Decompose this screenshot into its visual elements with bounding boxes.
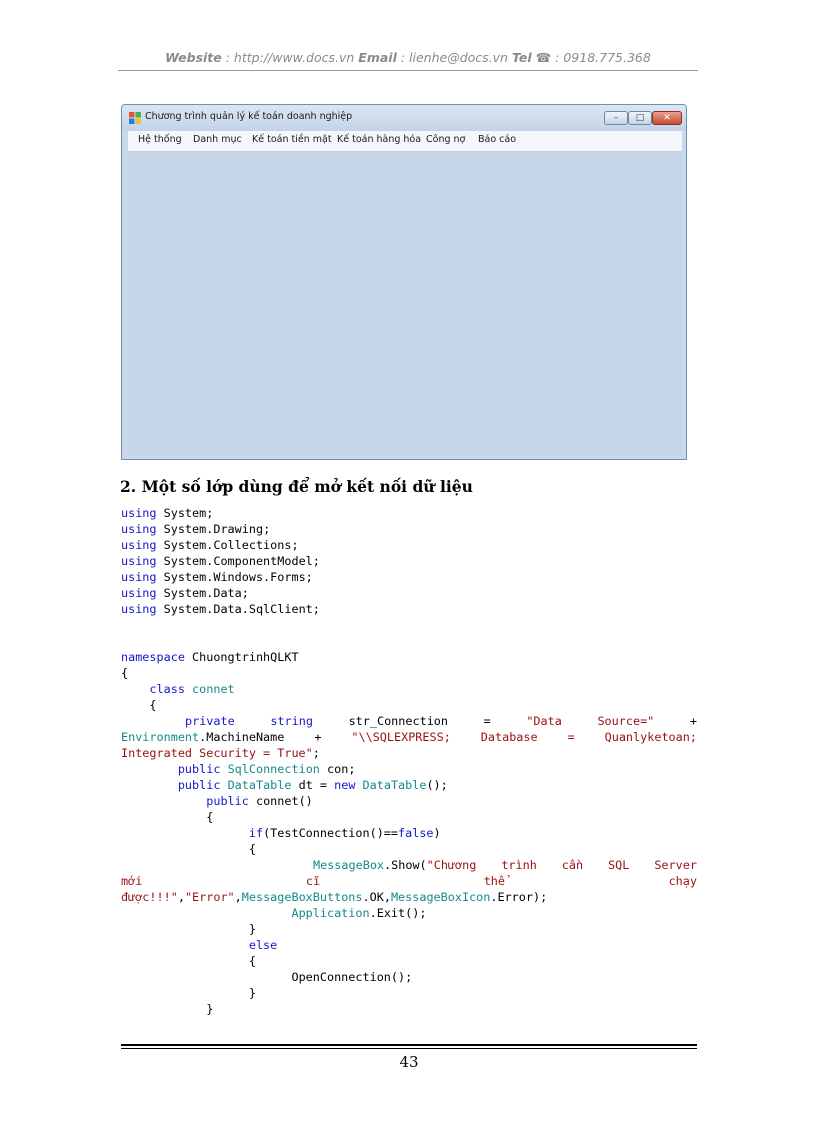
code-line bbox=[121, 841, 697, 857]
code-token: ; bbox=[263, 522, 271, 536]
code-token: "Chương bbox=[426, 858, 477, 872]
code-token: Integrated Security = True" bbox=[121, 746, 313, 760]
code-line bbox=[121, 697, 697, 713]
code-line bbox=[121, 889, 697, 905]
code-line bbox=[121, 761, 697, 777]
code-token: ; bbox=[206, 506, 214, 520]
code-line bbox=[121, 729, 697, 745]
code-token: SQL bbox=[608, 858, 630, 872]
code-token: } bbox=[206, 1002, 214, 1016]
code-token: Server bbox=[654, 858, 697, 872]
code-line bbox=[121, 953, 697, 969]
code-token: if bbox=[248, 826, 264, 840]
code-token: using bbox=[121, 522, 157, 536]
code-token: { bbox=[206, 810, 214, 824]
code-line bbox=[121, 569, 697, 585]
code-line bbox=[121, 809, 697, 825]
code-line bbox=[121, 777, 697, 793]
code-token: MessageBox bbox=[313, 858, 385, 872]
code-token: System.Collections bbox=[163, 538, 292, 552]
code-token: { bbox=[149, 698, 157, 712]
window-title: Chương trình quản lý kế toán doanh nghiệp bbox=[145, 111, 353, 122]
code-token: class bbox=[149, 682, 185, 696]
code-token: = bbox=[567, 730, 575, 744]
code-token: System.Drawing bbox=[163, 522, 264, 536]
code-token: trình bbox=[501, 858, 537, 872]
code-line bbox=[121, 937, 697, 953]
code-token: (); bbox=[426, 778, 448, 792]
close-button[interactable] bbox=[652, 111, 682, 125]
code-line bbox=[121, 905, 697, 921]
website-label: Website bbox=[165, 50, 222, 65]
code-line bbox=[121, 985, 697, 1001]
code-token: MessageBoxButtons bbox=[241, 890, 363, 904]
code-token: , bbox=[177, 890, 185, 904]
code-token: MessageBoxIcon bbox=[390, 890, 491, 904]
code-line bbox=[121, 601, 697, 617]
code-token: con; bbox=[319, 762, 356, 776]
code-line bbox=[121, 921, 697, 937]
code-token: System.ComponentModel bbox=[163, 554, 313, 568]
tel-label: Tel bbox=[511, 50, 532, 65]
code-token: "Data bbox=[526, 714, 562, 728]
footer-divider-thin bbox=[121, 1048, 697, 1049]
code-token: public bbox=[206, 794, 249, 808]
code-token: using bbox=[121, 506, 157, 520]
code-token: cĩ bbox=[305, 874, 321, 888]
code-line bbox=[121, 505, 697, 521]
code-token: .Error); bbox=[490, 890, 548, 904]
code-token: str_Connection bbox=[348, 714, 448, 728]
code-line bbox=[121, 825, 697, 841]
code-token: private bbox=[185, 714, 235, 728]
code-token: connet() bbox=[248, 794, 313, 808]
code-token: { bbox=[248, 842, 256, 856]
code-token: OpenConnection(); bbox=[291, 970, 413, 984]
code-token: + bbox=[689, 714, 697, 728]
code-token: cần bbox=[561, 858, 584, 872]
code-token: System.Data bbox=[163, 586, 242, 600]
menu-bao-cao[interactable]: Báo cáo bbox=[478, 134, 517, 145]
code-token: .MachineName bbox=[199, 730, 285, 744]
code-token: { bbox=[248, 954, 256, 968]
code-token: "\\SQLEXPRESS; bbox=[351, 730, 451, 744]
app-window-screenshot bbox=[121, 104, 687, 460]
code-token: } bbox=[248, 986, 256, 1000]
code-line bbox=[121, 585, 697, 601]
close-icon: ✕ bbox=[663, 112, 671, 123]
menu-ke-toan-tien-mat[interactable]: Kế toán tiền mặt bbox=[252, 134, 332, 145]
code-token: Quanlyketoan; bbox=[604, 730, 697, 744]
window-titlebar bbox=[122, 105, 686, 131]
menu-danh-muc[interactable]: Danh mục bbox=[193, 134, 242, 145]
maximize-icon: □ bbox=[635, 112, 645, 123]
code-line bbox=[121, 1001, 697, 1017]
code-token: thể bbox=[483, 874, 505, 888]
email-label: Email bbox=[358, 50, 397, 65]
code-line bbox=[121, 969, 697, 985]
code-token: { bbox=[121, 666, 129, 680]
code-token: .OK, bbox=[362, 890, 391, 904]
code-token bbox=[121, 729, 284, 745]
code-token: ; bbox=[312, 602, 320, 616]
code-token: được!!!" bbox=[121, 890, 178, 904]
page-number: 43 bbox=[399, 1053, 419, 1071]
page-header bbox=[118, 50, 698, 65]
code-token: ) bbox=[433, 826, 441, 840]
code-token: false bbox=[398, 826, 434, 840]
code-token: using bbox=[121, 554, 157, 568]
code-line bbox=[121, 873, 697, 889]
menu-cong-no[interactable]: Công nợ bbox=[426, 134, 466, 145]
code-token: .Show( bbox=[384, 858, 427, 872]
code-token: = bbox=[483, 714, 491, 728]
minimize-button[interactable] bbox=[604, 111, 628, 125]
code-token: using bbox=[121, 570, 157, 584]
code-token: System.Data.SqlClient bbox=[163, 602, 313, 616]
code-token: + bbox=[314, 730, 322, 744]
code-token: , bbox=[234, 890, 242, 904]
code-line bbox=[121, 745, 697, 761]
footer-divider bbox=[121, 1044, 697, 1046]
code-token: SqlConnection bbox=[227, 762, 320, 776]
code-token: ; bbox=[305, 570, 313, 584]
code-line bbox=[121, 649, 697, 665]
code-line bbox=[121, 521, 697, 537]
code-token: ; bbox=[312, 746, 320, 760]
maximize-button[interactable] bbox=[628, 111, 652, 125]
code-line bbox=[121, 665, 697, 681]
window-client-area bbox=[128, 151, 682, 455]
code-token: } bbox=[248, 922, 256, 936]
code-token: System bbox=[163, 506, 207, 520]
menu-ke-toan-hang-hoa[interactable]: Kế toán hàng hóa bbox=[337, 134, 422, 145]
code-line bbox=[121, 793, 697, 809]
email-value: : lienhe@docs.vn bbox=[396, 50, 512, 65]
code-token: Source=" bbox=[597, 714, 655, 728]
code-token: chạy bbox=[668, 874, 697, 888]
code-token: new bbox=[334, 778, 356, 792]
code-line bbox=[121, 553, 697, 569]
code-token: ; bbox=[241, 586, 249, 600]
code-token: namespace bbox=[121, 650, 185, 664]
code-token: connet bbox=[192, 682, 235, 696]
code-token: public bbox=[177, 762, 221, 776]
code-token: DataTable bbox=[362, 778, 427, 792]
menu-bar bbox=[128, 131, 682, 151]
code-token: .Exit(); bbox=[369, 906, 427, 920]
code-token: string bbox=[270, 714, 313, 728]
website-value: : http://www.docs.vn bbox=[221, 50, 359, 65]
code-token: public bbox=[177, 778, 221, 792]
section-heading: 2. Một số lớp dùng để mở kết nối dữ liệu bbox=[120, 477, 473, 496]
code-token: (TestConnection()== bbox=[263, 826, 399, 840]
code-token: ChuongtrinhQLKT bbox=[184, 650, 299, 664]
code-line bbox=[121, 537, 697, 553]
code-token: dt = bbox=[291, 778, 335, 792]
code-token: DataTable bbox=[227, 778, 292, 792]
menu-he-thong[interactable]: Hệ thống bbox=[138, 134, 182, 145]
code-token: using bbox=[121, 586, 157, 600]
windows-logo-icon bbox=[129, 112, 141, 124]
header-divider bbox=[118, 70, 698, 71]
code-token: Database bbox=[480, 730, 538, 744]
code-token bbox=[313, 857, 476, 873]
code-token: ; bbox=[312, 554, 320, 568]
code-line bbox=[121, 857, 697, 873]
code-token: System.Windows.Forms bbox=[163, 570, 306, 584]
code-token: ; bbox=[291, 538, 299, 552]
code-line bbox=[121, 681, 697, 697]
code-token: using bbox=[121, 602, 157, 616]
code-token: Application bbox=[291, 906, 370, 920]
code-token: "Error" bbox=[184, 890, 235, 904]
code-token: using bbox=[121, 538, 157, 552]
code-token: else bbox=[248, 938, 278, 952]
minimize-icon: – bbox=[613, 112, 619, 123]
code-token: mới bbox=[121, 874, 143, 888]
tel-value: ☎ : 0918.775.368 bbox=[531, 50, 651, 65]
code-token: Environment bbox=[121, 730, 200, 744]
code-line bbox=[121, 713, 697, 729]
